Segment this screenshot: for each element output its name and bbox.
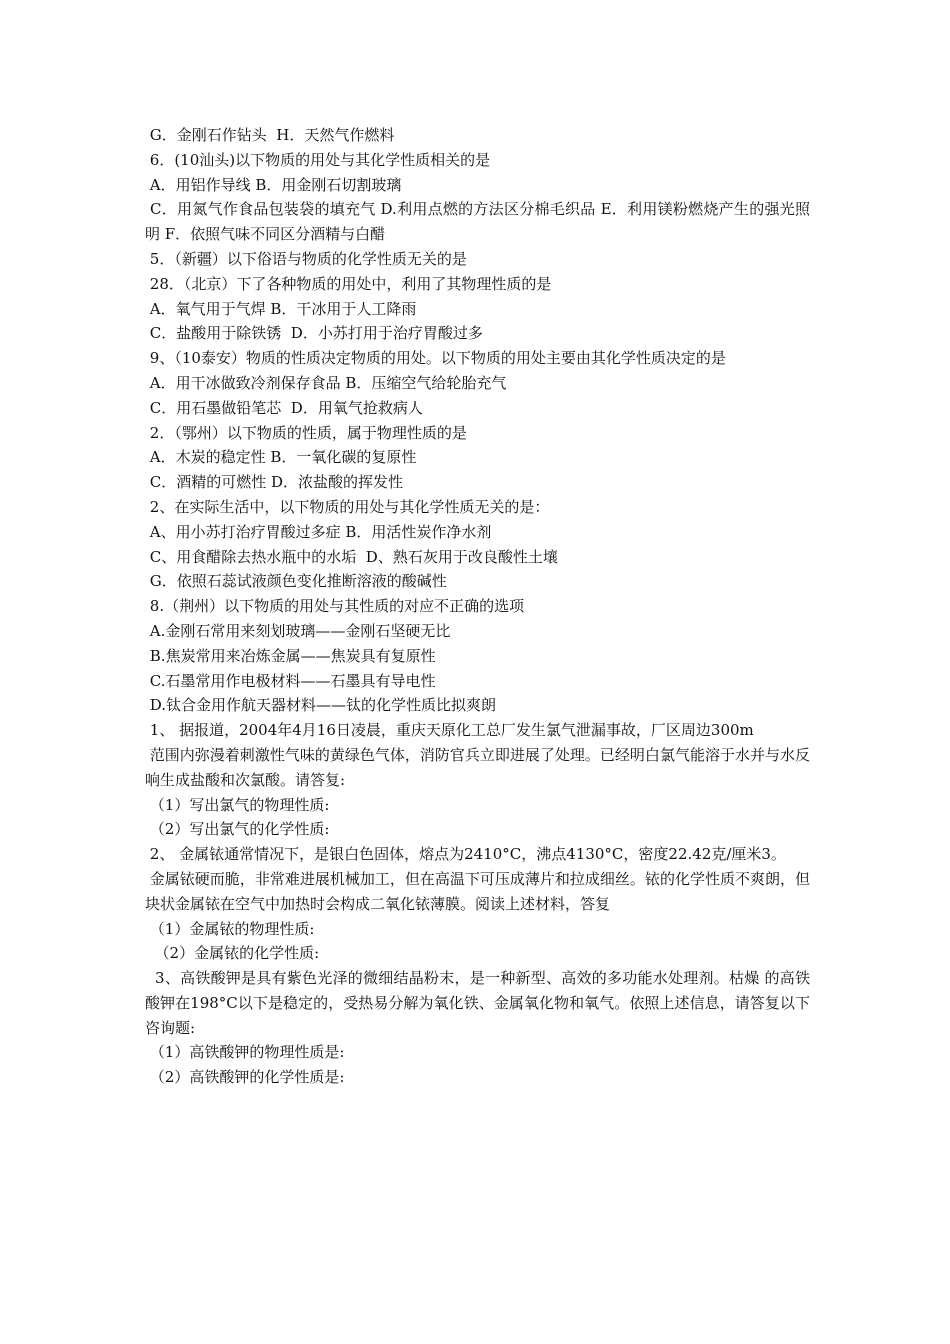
text-line: A．氧气用于气焊 B．干冰用于人工降雨 xyxy=(145,299,417,318)
text-line: B.焦炭常用来冶炼金属——焦炭具有复原性 xyxy=(145,646,436,665)
text-line: （1）金属铱的物理性质: xyxy=(145,919,315,938)
text-line: C．用石墨做铅笔芯 D．用氧气抢救病人 xyxy=(145,398,423,417)
text-line: A．用铝作导线 B．用金刚石切割玻璃 xyxy=(145,175,402,194)
text-line: （2）写出氯气的化学性质: xyxy=(145,820,330,839)
text-line: D.钛合金用作航天器材料——钛的化学性质比拟爽朗 xyxy=(145,696,497,715)
text-line: C．用氮气作食品包装袋的填充气 D.利用点燃的方法区分棉毛织品 E．利用镁粉燃烧产生的强光照明 F．依照气味不同区分酒精与白醋 xyxy=(145,200,810,244)
text-line: 1、 据报道，2004年4月16日凌晨，重庆天原化工总厂发生氯气泄漏事故，厂区周边300m xyxy=(145,721,754,740)
text-line: 3、高铁酸钾是具有紫色光泽的微细结晶粉末，是一种新型、高效的多功能水处理剂。枯燥 的高铁酸钾在198°C以下是稳定的，受热易分解为氧化铁、金属氧化物和氧气。依照上述信息，请答复以下咨询题: xyxy=(145,969,810,1037)
text-line: A．用干冰做致冷剂保存食品 B．压缩空气给轮胎充气 xyxy=(145,373,507,392)
text-line: A．木炭的稳定性 B．一氧化碳的复原性 xyxy=(145,448,417,467)
text-line: 6．(10汕头)以下物质的用处与其化学性质相关的是 xyxy=(145,150,491,169)
text-line: 2．（鄂州）以下物质的性质，属于物理性质的是 xyxy=(145,423,467,442)
text-line: 9、（10泰安）物质的性质决定物质的用处。以下物质的用处主要由其化学性质决定的是 xyxy=(145,349,726,368)
text-line: A.金刚石常用来刻划玻璃——金刚石坚硬无比 xyxy=(145,621,451,640)
text-line: A、用小苏打治疗胃酸过多症 B．用活性炭作净水剂 xyxy=(145,522,492,541)
text-line: C.石墨常用作电极材料——石墨具有导电性 xyxy=(145,671,436,690)
document-body xyxy=(145,123,810,1090)
text-line: 5．（新疆）以下俗语与物质的化学性质无关的是 xyxy=(145,249,467,268)
text-line: C．酒精的可燃性 D．浓盐酸的挥发性 xyxy=(145,473,404,492)
text-line: （2）金属铱的化学性质: xyxy=(145,944,320,963)
text-line: G．依照石蕊试液颜色变化推断溶液的酸碱性 xyxy=(145,572,447,591)
text-line: 2、在实际生活中，以下物质的用处与其化学性质无关的是： xyxy=(145,497,550,516)
text-line: 2、 金属铱通常情况下，是银白色固体，熔点为2410°C，沸点4130°C，密度22.42克/厘米3。 xyxy=(145,845,786,864)
text-line: 28．（北京）下了各种物质的用处中，利用了其物理性质的是 xyxy=(145,274,552,293)
text-line: C、用食醋除去热水瓶中的水垢 D、熟石灰用于改良酸性土壤 xyxy=(145,547,558,566)
text-line: （2）高铁酸钾的化学性质是: xyxy=(145,1068,345,1087)
text-line: （1）高铁酸钾的物理性质是: xyxy=(145,1043,345,1062)
text-line: 金属铱硬而脆，非常难进展机械加工，但在高温下可压成薄片和拉成细丝。铱的化学性质不爽朗，但块状金属铱在空气中加热时会构成二氧化铱薄膜。阅读上述材料，答复 xyxy=(145,869,810,913)
text-line: 8.（荆州）以下物质的用处与其性质的对应不正确的选项 xyxy=(145,597,525,616)
text-line: （1）写出氯气的物理性质: xyxy=(145,795,330,814)
text-line: G．金刚石作钻头 H．天然气作燃料 xyxy=(145,126,395,144)
text-line: 范围内弥漫着刺激性气味的黄绿色气体，消防官兵立即进展了处理。已经明白氯气能溶于水并与水反响生成盐酸和次氯酸。请答复: xyxy=(145,745,810,789)
text-line: C．盐酸用于除铁锈 D．小苏打用于治疗胃酸过多 xyxy=(145,324,483,343)
